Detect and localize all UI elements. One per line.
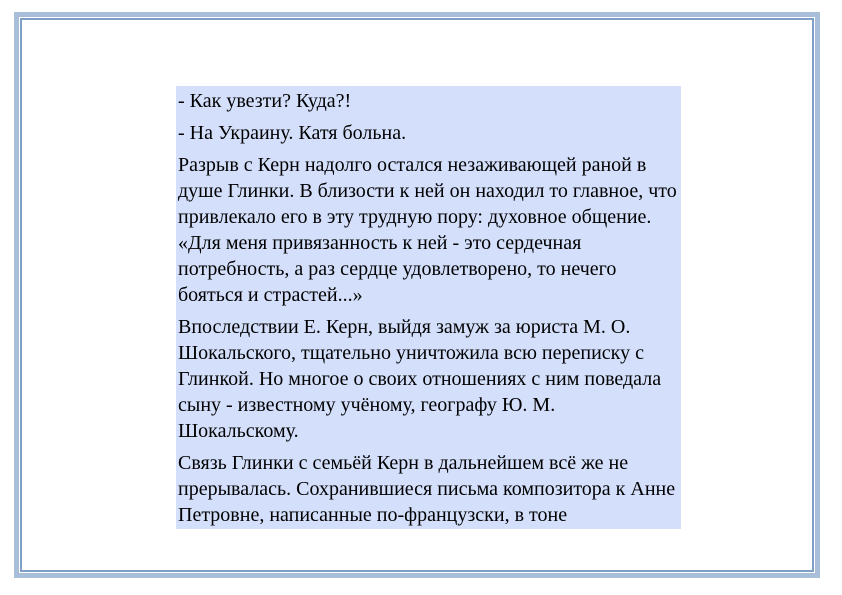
paragraph-continued-connection: Связь Глинки с семьёй Керн в дальнейшем всё же не прерывалась. Сохранившиеся письма композитора к Анне Петровне, написанные по-французски, в тоне [178, 452, 676, 526]
paragraph-dialogue-1: - Как увезти? Куда?! [178, 90, 352, 112]
paragraph-dialogue-2: - На Украину. Катя больна. [178, 122, 407, 144]
text-box [176, 86, 681, 529]
paragraph-kern-breakup: Разрыв с Керн надолго остался незаживающей раной в душе Глинки. В близости к ней он находил то главное, что привлекало его в эту трудную пору: духовное общение. «Для меня привязанность к ней - это сердечная потребность, а раз сердце удовлетворено, то нечего бояться и страстей...» [178, 154, 677, 306]
paragraph-correspondence-destroyed: Впоследствии Е. Керн, выйдя замуж за юриста М. О. Шокальского, тщательно уничтожила всю переписку с Глинкой. Но многое о своих отношениях с ним поведала сыну - известному учёному, географу Ю. М. Шокальскому. [178, 316, 662, 442]
